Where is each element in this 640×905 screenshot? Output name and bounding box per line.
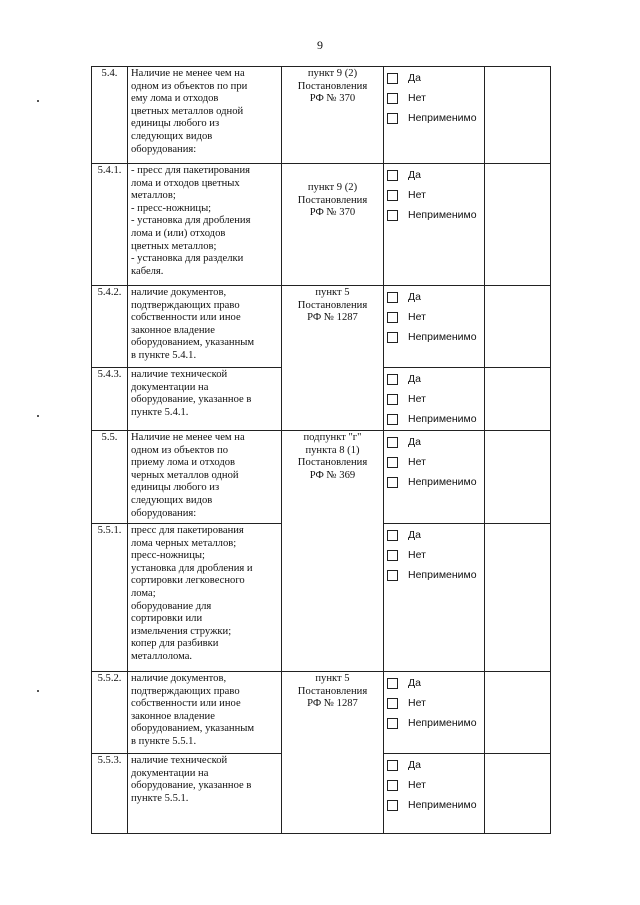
note-cell[interactable] — [485, 431, 551, 524]
description-line: - пресс для пакетирования — [131, 165, 250, 176]
description-line: Наличие не менее чем на — [131, 432, 245, 443]
scan-speck — [37, 415, 39, 417]
item-number: 5.5. — [92, 431, 128, 524]
description-line: пресс-ножницы; — [131, 550, 205, 562]
description-line: лома и (или) отходов — [131, 227, 226, 239]
note-cell[interactable] — [485, 67, 551, 164]
note-cell[interactable] — [485, 286, 551, 368]
answer-options — [384, 672, 485, 754]
description-line: цветных металлов; — [131, 240, 217, 252]
reference-line: Постановления — [297, 299, 368, 311]
item-number: 5.5.2. — [92, 672, 128, 754]
answer-options — [384, 431, 485, 524]
description-line: пункте 5.4.1. — [131, 406, 189, 418]
option-yes[interactable] — [387, 369, 481, 389]
reference-line: РФ № 370 — [309, 93, 356, 105]
page-number: 9 — [317, 38, 323, 52]
option-label: Неприменимо — [408, 412, 477, 425]
option-yes[interactable] — [387, 525, 481, 545]
option-label: Неприменимо — [408, 475, 477, 488]
checkbox-yes[interactable] — [387, 73, 398, 84]
description-line: цветных металлов одной — [131, 105, 244, 117]
option-label: Да — [408, 71, 421, 84]
note-cell[interactable] — [485, 164, 551, 286]
reference-line: пункт 9 (2) — [307, 182, 358, 193]
description-line: кабеля. — [131, 265, 164, 277]
option-label: Нет — [408, 91, 426, 104]
reference-line: пункт 9 (2) — [307, 68, 358, 79]
legal-reference — [282, 286, 384, 431]
item-description — [128, 286, 282, 368]
table-row — [92, 286, 551, 368]
item-description — [128, 368, 282, 431]
checkbox-no[interactable] — [387, 190, 398, 201]
option-label: Нет — [408, 696, 426, 709]
description-line: пресс для пакетирования — [131, 525, 244, 536]
description-line: ему лома и отходов — [131, 93, 219, 105]
checkbox-not-applicable[interactable] — [387, 718, 398, 729]
description-line: лома черных металлов; — [131, 537, 237, 549]
checkbox-yes[interactable] — [387, 530, 398, 541]
option-label: Неприменимо — [408, 568, 477, 581]
answer-options — [384, 164, 485, 286]
option-label: Да — [408, 528, 421, 541]
checklist-table — [91, 66, 551, 834]
reference-line: Постановления — [297, 80, 368, 92]
description-line: документации на — [131, 381, 209, 393]
description-line: наличие документов, — [131, 673, 227, 684]
option-label: Нет — [408, 548, 426, 561]
item-number: 5.4.1. — [92, 164, 128, 286]
option-label: Да — [408, 290, 421, 303]
description-line: оборудованием, указанным — [131, 337, 255, 349]
description-line: законное владение — [131, 324, 215, 336]
description-line: одном из объектов по — [131, 444, 229, 456]
checkbox-no[interactable] — [387, 698, 398, 709]
checkbox-not-applicable[interactable] — [387, 113, 398, 124]
reference-line: Постановления — [297, 457, 368, 469]
option-label: Да — [408, 435, 421, 448]
description-line: документации на — [131, 767, 209, 779]
description-line: Наличие не менее чем на — [131, 68, 245, 79]
reference-line: пункт 5 — [315, 673, 350, 684]
checkbox-not-applicable[interactable] — [387, 414, 398, 425]
item-description — [128, 164, 282, 286]
option-not-applicable[interactable] — [387, 795, 481, 815]
description-line: в пункте 5.4.1. — [131, 349, 197, 361]
option-label: Нет — [408, 778, 426, 791]
note-cell[interactable] — [485, 368, 551, 431]
option-yes[interactable] — [387, 287, 481, 307]
description-line: оборудование, указанное в — [131, 394, 252, 406]
table-row — [92, 672, 551, 754]
checkbox-yes[interactable] — [387, 170, 398, 181]
option-yes[interactable] — [387, 673, 481, 693]
note-cell[interactable] — [485, 672, 551, 754]
option-not-applicable[interactable] — [387, 713, 481, 733]
description-line: пункте 5.5.1. — [131, 792, 189, 804]
checkbox-yes[interactable] — [387, 760, 398, 771]
table-row — [92, 67, 551, 164]
item-description — [128, 524, 282, 672]
description-line: измельчения стружки; — [131, 625, 232, 637]
checkbox-not-applicable[interactable] — [387, 800, 398, 811]
table-row — [92, 164, 551, 286]
description-line: приему лома и отходов — [131, 457, 236, 469]
option-label: Да — [408, 758, 421, 771]
description-line: оборудования: — [131, 507, 197, 519]
description-line: следующих видов — [131, 130, 213, 142]
checkbox-no[interactable] — [387, 780, 398, 791]
description-line: сортировки или — [131, 613, 203, 625]
option-no[interactable] — [387, 185, 481, 205]
option-not-applicable[interactable] — [387, 205, 481, 225]
description-line: сортировки легковесного — [131, 575, 245, 587]
description-line: - установка для разделки — [131, 253, 244, 265]
reference-line: пункта 8 (1) — [305, 444, 360, 456]
description-line: - пресс-ножницы; — [131, 202, 212, 214]
option-label: Да — [408, 676, 421, 689]
option-yes[interactable] — [387, 432, 481, 452]
option-not-applicable[interactable] — [387, 409, 481, 429]
answer-options — [384, 368, 485, 431]
item-number: 5.5.1. — [92, 524, 128, 672]
legal-reference — [282, 431, 384, 672]
reference-line: Постановления — [297, 685, 368, 697]
description-line: подтверждающих право — [131, 299, 240, 311]
description-line: оборудованием, указанным — [131, 723, 255, 735]
option-label: Неприменимо — [408, 208, 477, 221]
legal-reference — [282, 67, 384, 164]
answer-options — [384, 754, 485, 834]
option-label: Неприменимо — [408, 798, 477, 811]
legal-reference — [282, 164, 384, 286]
description-line: оборудование, указанное в — [131, 780, 252, 792]
option-not-applicable[interactable] — [387, 108, 481, 128]
item-number: 5.4.3. — [92, 368, 128, 431]
checkbox-no[interactable] — [387, 550, 398, 561]
option-no[interactable] — [387, 452, 481, 472]
item-description — [128, 67, 282, 164]
option-label: Неприменимо — [408, 330, 477, 343]
description-line: следующих видов — [131, 494, 213, 506]
option-label: Да — [408, 168, 421, 181]
option-label: Неприменимо — [408, 111, 477, 124]
item-number: 5.5.3. — [92, 754, 128, 834]
option-yes[interactable] — [387, 68, 481, 88]
answer-options — [384, 524, 485, 672]
checkbox-yes[interactable] — [387, 678, 398, 689]
checkbox-no[interactable] — [387, 457, 398, 468]
description-line: металлов; — [131, 190, 176, 202]
option-label: Нет — [408, 455, 426, 468]
description-line: черных металлов одной — [131, 469, 239, 481]
checkbox-no[interactable] — [387, 93, 398, 104]
option-label: Нет — [408, 392, 426, 405]
table-row — [92, 431, 551, 524]
reference-line: РФ № 369 — [309, 469, 356, 481]
note-cell[interactable] — [485, 524, 551, 672]
description-line: наличие технической — [131, 755, 228, 766]
option-not-applicable[interactable] — [387, 327, 481, 347]
option-label: Нет — [408, 188, 426, 201]
checkbox-no[interactable] — [387, 312, 398, 323]
option-not-applicable[interactable] — [387, 472, 481, 492]
checkbox-yes[interactable] — [387, 437, 398, 448]
reference-line: Постановления — [297, 194, 368, 206]
answer-options — [384, 286, 485, 368]
item-number: 5.4.2. — [92, 286, 128, 368]
option-not-applicable[interactable] — [387, 565, 481, 585]
note-cell[interactable] — [485, 754, 551, 834]
legal-reference — [282, 672, 384, 834]
description-line: собственности или иное — [131, 698, 241, 710]
description-line: оборудование для — [131, 600, 212, 612]
description-line: собственности или иное — [131, 312, 241, 324]
item-number: 5.4. — [92, 67, 128, 164]
checkbox-not-applicable[interactable] — [387, 210, 398, 221]
option-label: Нет — [408, 310, 426, 323]
option-yes[interactable] — [387, 165, 481, 185]
description-line: законное владение — [131, 710, 215, 722]
item-description — [128, 431, 282, 524]
reference-line: подпункт "г" — [303, 432, 362, 443]
option-no[interactable] — [387, 389, 481, 409]
description-line: металлолома. — [131, 650, 193, 662]
scan-speck — [37, 100, 39, 102]
description-line: в пункте 5.5.1. — [131, 735, 197, 747]
description-line: копер для разбивки — [131, 638, 219, 650]
checkbox-no[interactable] — [387, 394, 398, 405]
item-description — [128, 672, 282, 754]
option-yes[interactable] — [387, 755, 481, 775]
checkbox-not-applicable[interactable] — [387, 477, 398, 488]
reference-line: пункт 5 — [315, 287, 350, 298]
checkbox-yes[interactable] — [387, 292, 398, 303]
option-no[interactable] — [387, 545, 481, 565]
checkbox-not-applicable[interactable] — [387, 570, 398, 581]
description-line: лома и отходов цветных — [131, 177, 240, 189]
description-line: - установка для дробления — [131, 215, 251, 227]
option-label: Неприменимо — [408, 716, 477, 729]
description-line: установка для дробления и — [131, 562, 253, 574]
checklist-body — [92, 67, 551, 834]
option-no[interactable] — [387, 693, 481, 713]
description-line: наличие технической — [131, 369, 228, 380]
description-line: единицы любого из — [131, 118, 220, 130]
reference-line: РФ № 1287 — [307, 312, 358, 324]
description-line: одном из объектов по при — [131, 80, 248, 92]
description-line: лома; — [131, 587, 156, 599]
scan-speck — [37, 690, 39, 692]
option-label: Да — [408, 372, 421, 385]
option-no[interactable] — [387, 88, 481, 108]
item-description — [128, 754, 282, 834]
option-no[interactable] — [387, 307, 481, 327]
option-no[interactable] — [387, 775, 481, 795]
description-line: единицы любого из — [131, 482, 220, 494]
reference-line: РФ № 1287 — [307, 698, 358, 710]
checkbox-yes[interactable] — [387, 374, 398, 385]
description-line: подтверждающих право — [131, 685, 240, 697]
reference-line: РФ № 370 — [309, 207, 356, 219]
answer-options — [384, 67, 485, 164]
checkbox-not-applicable[interactable] — [387, 332, 398, 343]
description-line: оборудования: — [131, 143, 197, 155]
description-line: наличие документов, — [131, 287, 227, 298]
